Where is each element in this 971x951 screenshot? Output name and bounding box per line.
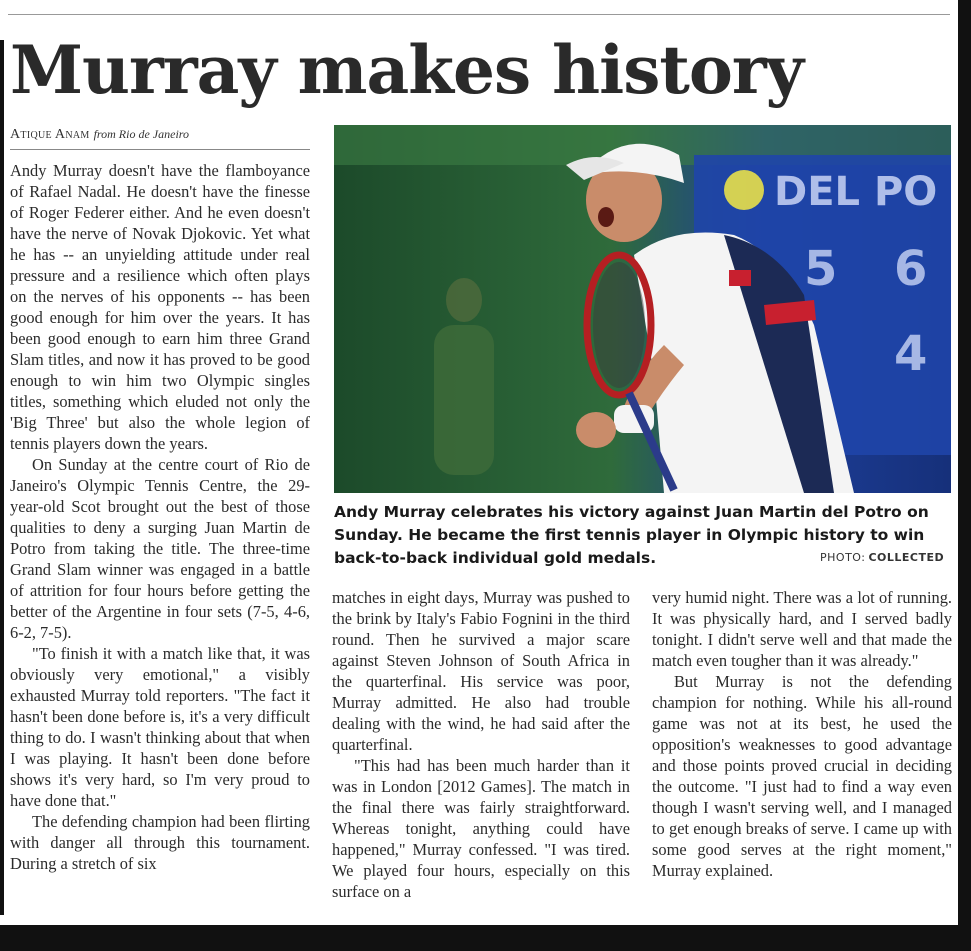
page-border-bottom (0, 925, 971, 951)
byline-author: Atique Anam (10, 127, 90, 142)
paragraph: "To finish it with a match like that, it was obviously very emotional," a visibly exhausted Murray told reporters. "The fact it hasn't been done before is, it's a very difficult thing to do. I wasn't thinking about that when I was playing. It hasn't been done before shows it's very hard, so I'm very proud to have done that." (10, 644, 310, 810)
photo-credit-name: COLLECTED (868, 551, 945, 564)
headline: Murray makes history (10, 31, 803, 109)
article-photo (334, 125, 951, 493)
scoreboard-digit: 4 (894, 326, 928, 382)
background-person (446, 278, 482, 322)
scoreboard-name: DEL PO (774, 169, 938, 215)
page-border-left (0, 40, 4, 915)
article-column-3 (652, 587, 952, 881)
page-border-right (958, 0, 971, 951)
top-rule (8, 14, 950, 15)
scoreboard-digit: 6 (894, 241, 928, 297)
scoreboard-digit: 5 (804, 241, 838, 297)
byline-location: from Rio de Janeiro (93, 127, 190, 141)
article-column-1 (10, 160, 310, 874)
photo-credit (820, 551, 944, 564)
photo-caption: Andy Murray celebrates his victory against Juan Martin del Potro on Sunday. He became the first tennis player in Olympic history to win back-to-back individual gold medals. (334, 503, 929, 567)
paragraph: "This had has been much harder than it was in London [2012 Games]. The match in the final there was fairly straightforward. Whereas tonight, anything could have happened," Murray confessed. "I was tired. We played four hours, especially on this surface on a (332, 756, 630, 901)
paragraph: On Sunday at the centre court of Rio de Janeiro's Olympic Tennis Centre, the 29-year-old Scot brought out the best of those qualities to deny a surging Juan Martin de Potro from taking the title. The three-time Grand Slam winner was engaged in a battle of attrition for four hours before getting the better of the Argentine in four sets (7-5, 4-6, 6-2, 7-5). (10, 455, 310, 642)
paragraph: But Murray is not the defending champion for nothing. While his all-round game was not at its best, he used the opposition's weaknesses to good advantage and those points proved crucial in deciding the outcome. "I just had to find a way even though I wasn't serving well, and I managed to get enough breaks of serve. I came up with some good serves at the right moment," Murray explained. (652, 672, 952, 880)
article-column-2 (332, 587, 630, 902)
paragraph: very humid night. There was a lot of running. It was physically hard, and I served badly tonight. I didn't serve well and that made the match even tougher than it was already." (652, 588, 952, 670)
byline-rule (10, 149, 310, 150)
photo-illustration (334, 125, 951, 493)
paragraph: The defending champion had been flirting with danger all through this tournament. During a stretch of six (10, 812, 310, 873)
paragraph: Andy Murray doesn't have the flamboyance of Rafael Nadal. He doesn't have the finesse of Roger Federer either. And he even doesn't have the nerve of Novak Djokovic. Yet what he has -- an unyielding attitude under real pressure and a resilience which often plays on the nerves of his opponents -- has been good enough for him over the years. It has been good enough to earn him three Grand Slam titles, and now it has proved to be good enough to win him two Olympic singles titles, something which eluded not only the 'Big Three' but also the whole legion of tennis players down the years. (10, 161, 310, 453)
byline (10, 127, 189, 143)
photo-credit-label: PHOTO: (820, 551, 866, 564)
paragraph: matches in eight days, Murray was pushed to the brink by Italy's Fabio Fognini in the third round. Then he survived a major scare against Steven Johnson of South Africa in the quarterfinal. His service was poor, Murray admitted. He also had trouble dealing with the wind, he had said after the quarterfinal. (332, 588, 630, 754)
